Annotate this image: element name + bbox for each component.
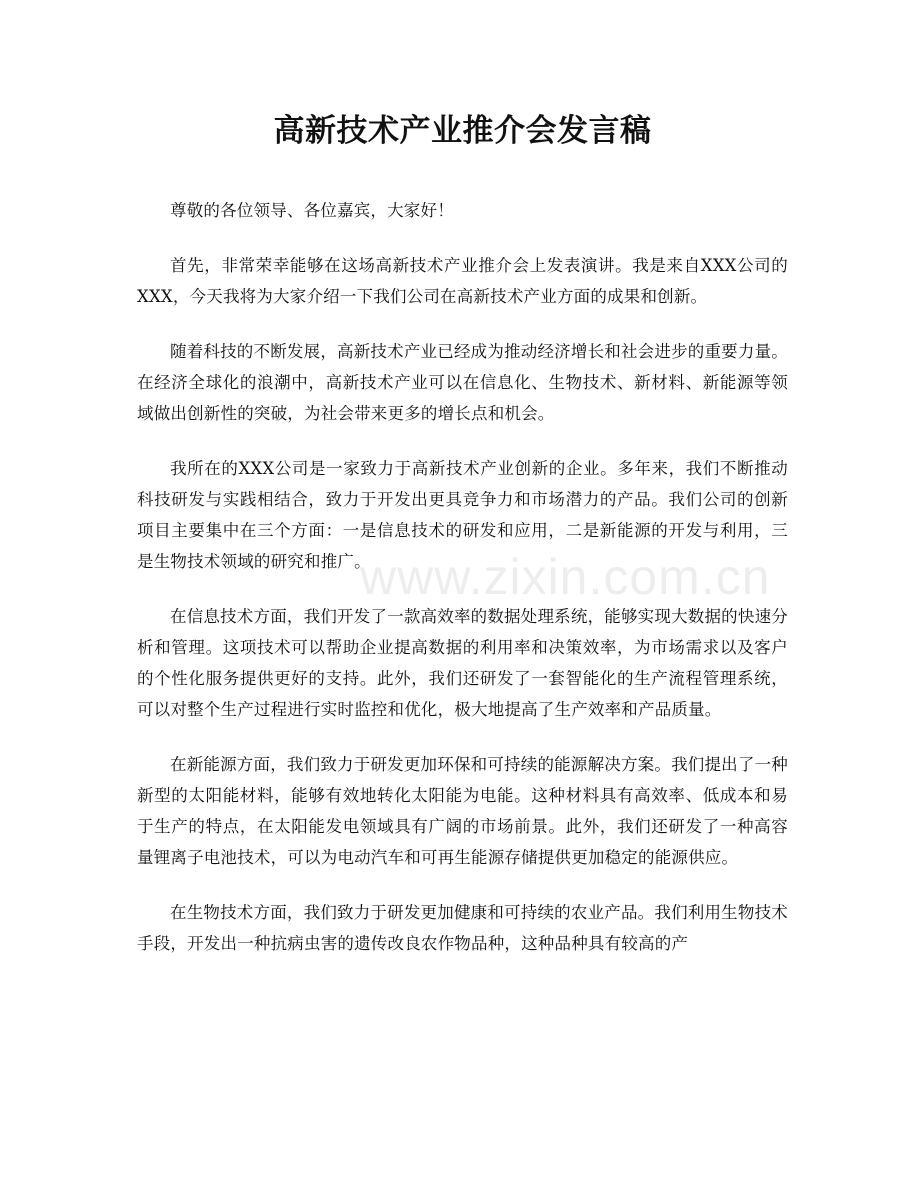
paragraph-greeting: 尊敬的各位领导、各位嘉宾，大家好！ <box>170 201 454 220</box>
paragraph-information-technology: 在信息技术方面，我们开发了一款高效率的数据处理系统，能够实现大数据的快速分析和管理。这项技术可以帮助企业提高数据的利用率和决策效率，为市场需求以及客户的个性化服务提供更好的支持。此外，我们还研发了一套智能化的生产流程管理系统，可以对整个生产过程进行实时监控和优化，极大地提高了生产效率和产品质量。 <box>137 607 788 719</box>
watermark: www.zixin.com.cn <box>360 549 771 605</box>
paragraph-new-energy: 在新能源方面，我们致力于研发更加环保和可持续的能源解决方案。我们提出了一种新型的太阳能材料，能够有效地转化太阳能为电能。这种材料具有高效率、低成本和易于生产的特点，在太阳能发电领域具有广阔的市场前景。此外，我们还研发了一种高容量锂离子电池技术，可以为电动汽车和可再生能源存储提供更加稳定的能源供应。 <box>137 755 788 867</box>
paragraph-biotechnology: 在生物技术方面，我们致力于研发更加健康和可持续的农业产品。我们利用生物技术手段，开发出一种抗病虫害的遗传改良农作物品种，这种品种具有较高的产 <box>137 903 788 953</box>
paragraph-industry-background: 随着科技的不断发展，高新技术产业已经成为推动经济增长和社会进步的重要力量。在经济全球化的浪潮中，高新技术产业可以在信息化、生物技术、新材料、新能源等领域做出创新性的突破，为社会带来更多的增长点和机会。 <box>137 342 788 423</box>
paragraph-company-overview: 我所在的XXX公司是一家致力于高新技术产业创新的企业。多年来，我们不断推动科技研发与实践相结合，致力于开发出更具竞争力和市场潜力的产品。我们公司的创新项目主要集中在三个方面：一是信息技术的研发和应用，二是新能源的开发与利用，三是生物技术领域的研究和推广。 <box>137 459 788 571</box>
document-title: 高新技术产业推介会发言稿 <box>273 113 652 149</box>
paragraph-introduction: 首先，非常荣幸能够在这场高新技术产业推介会上发表演讲。我是来自XXX公司的XXX，今天我将为大家介绍一下我们公司在高新技术产业方面的成果和创新。 <box>137 256 788 306</box>
